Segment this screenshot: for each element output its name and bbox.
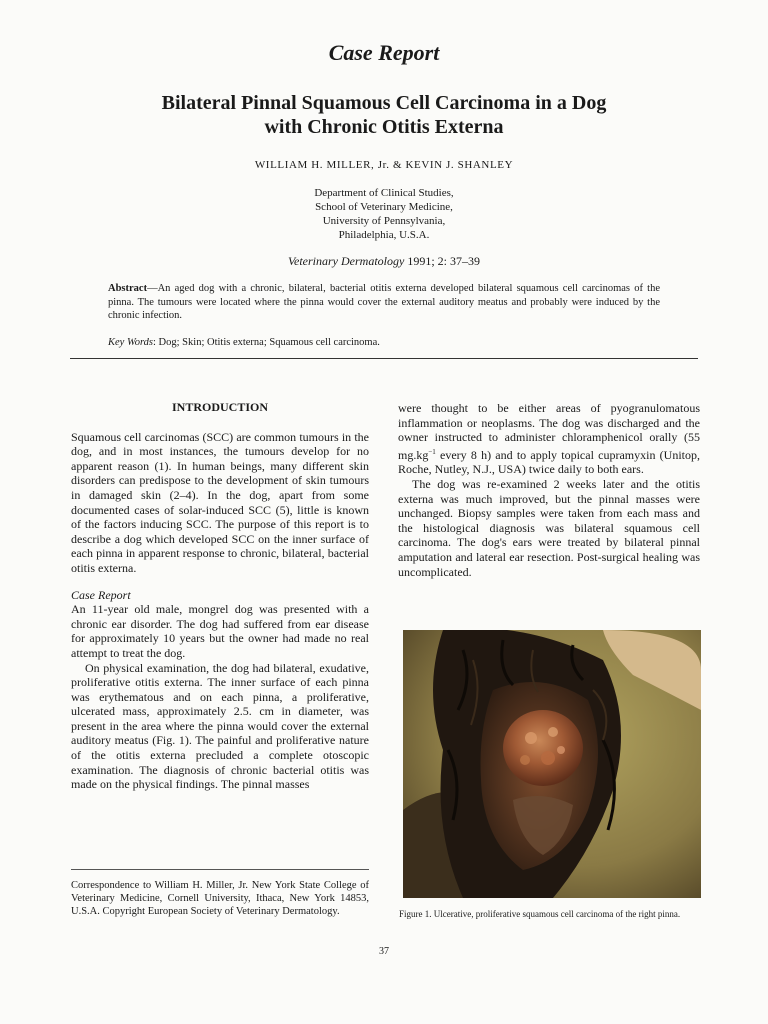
right-column [398, 401, 700, 579]
exponent: −1 [428, 447, 436, 456]
title-line-2: with Chronic Otitis Externa [264, 116, 504, 138]
abstract [108, 282, 660, 323]
keywords [108, 336, 668, 349]
case-report-paragraph: On physical examination, the dog had bilateral, exudative, proliferative otitis externa. The inner surface of each pinna was erythematous and on each pinna, a proliferative, ulcerated mass, approximately 2.5. cm in diameter, was present in the area where the pinna would cover the external auditory meatus (Fig. 1). The painful and proliferative nature of the otitis externa precluded a complete otoscopic examination. The diagnosis of chronic bacterial otitis was made on the physical findings. The pinnal masses [71, 660, 369, 792]
header-divider [70, 358, 698, 359]
case-report-heading: Case Report [71, 587, 131, 602]
affiliation-line: Department of Clinical Studies, [314, 187, 454, 199]
followup-paragraph: The dog was re-examined 2 weeks later and the otitis externa was much improved, but the pinnal masses were unchanged. Biopsy samples were taken from each mass and the histological diagnosis was bilateral squamous cell carcinoma. The dog's ears were treated by bilateral pinnal amputation and lateral ear resection. Post-surgical healing was uncomplicated. [398, 476, 700, 579]
case-report-paragraph: An 11-year old male, mongrel dog was presented with a chronic ear disorder. The dog had suffered from ear disease for approximately 10 years but the owner had made no real attempt to treat the dog. [71, 602, 369, 660]
keywords-label: Key Words [108, 337, 154, 348]
footnote-divider [71, 869, 369, 870]
title-line-1: Bilateral Pinnal Squamous Cell Carcinoma in a Dog [161, 92, 607, 114]
affiliation-line: Philadelphia, U.S.A. [338, 229, 430, 241]
introduction-heading: INTRODUCTION [171, 400, 268, 414]
citation [0, 254, 768, 269]
journal-name: Veterinary Dermatology [288, 254, 405, 268]
keywords-text: : Dog; Skin; Otitis externa; Squamous cell carcinoma. [153, 337, 380, 348]
left-column [71, 400, 369, 792]
affiliation-line: School of Veterinary Medicine, [315, 201, 453, 213]
affiliation-line: University of Pennsylvania, [322, 215, 446, 227]
section-label: Case Report [328, 40, 440, 65]
page-number: 37 [379, 946, 389, 957]
figure-1-photo [403, 630, 701, 898]
correspondence-footnote: Correspondence to William H. Miller, Jr. New York State College of Veterinary Medicine, Cornell University, Ithaca, New York 14853, U.S.A. Copyright European Society of Veterinary Dermatology. [71, 880, 369, 917]
author-list: WILLIAM H. MILLER, Jr. & KEVIN J. SHANLEY [254, 159, 514, 171]
treatment-paragraph: were thought to be either areas of pyogranulomatous inflammation or neoplasms. The dog was discharged and the owner instructed to administer chloramphenicol orally (55 $mg.kg^{-1}$ every 8 h) and to apply topical cupramyxin (Unitop, Roche, Nutley, N.J., USA) twice daily to both ears. [398, 401, 700, 477]
introduction-paragraph: Squamous cell carcinomas (SCC) are common tumours in the dog, and in most instances, the tumours develop for no apparent reason (1). In human beings, many different skin disorders can predispose to the development of skin tumours in damaged skin (2–4). In the dog, apart from some documented cases of solar-induced SCC (5), little is known of the factors inducing SCC. The purpose of this report is to describe a dog which developed SCC on the inner surface of each pinna in apparent response to chronic, bilateral, bacterial otitis externa. [71, 429, 369, 575]
journal-details: 1991; 2: 37–39 [407, 254, 480, 268]
figure-1-caption: Figure 1. Ulcerative, proliferative squamous cell carcinoma of the right pinna. [399, 909, 681, 919]
abstract-label: Abstract [108, 283, 148, 294]
article-title [70, 91, 698, 139]
affiliation [234, 186, 534, 242]
abstract-text: —An aged dog with a chronic, bilateral, bacterial otitis externa developed bilateral squamous cell carcinomas of the pinna. The tumours were located where the pinna would cover the external auditory meatus and probably were induced by the chronic infection. [108, 283, 660, 321]
